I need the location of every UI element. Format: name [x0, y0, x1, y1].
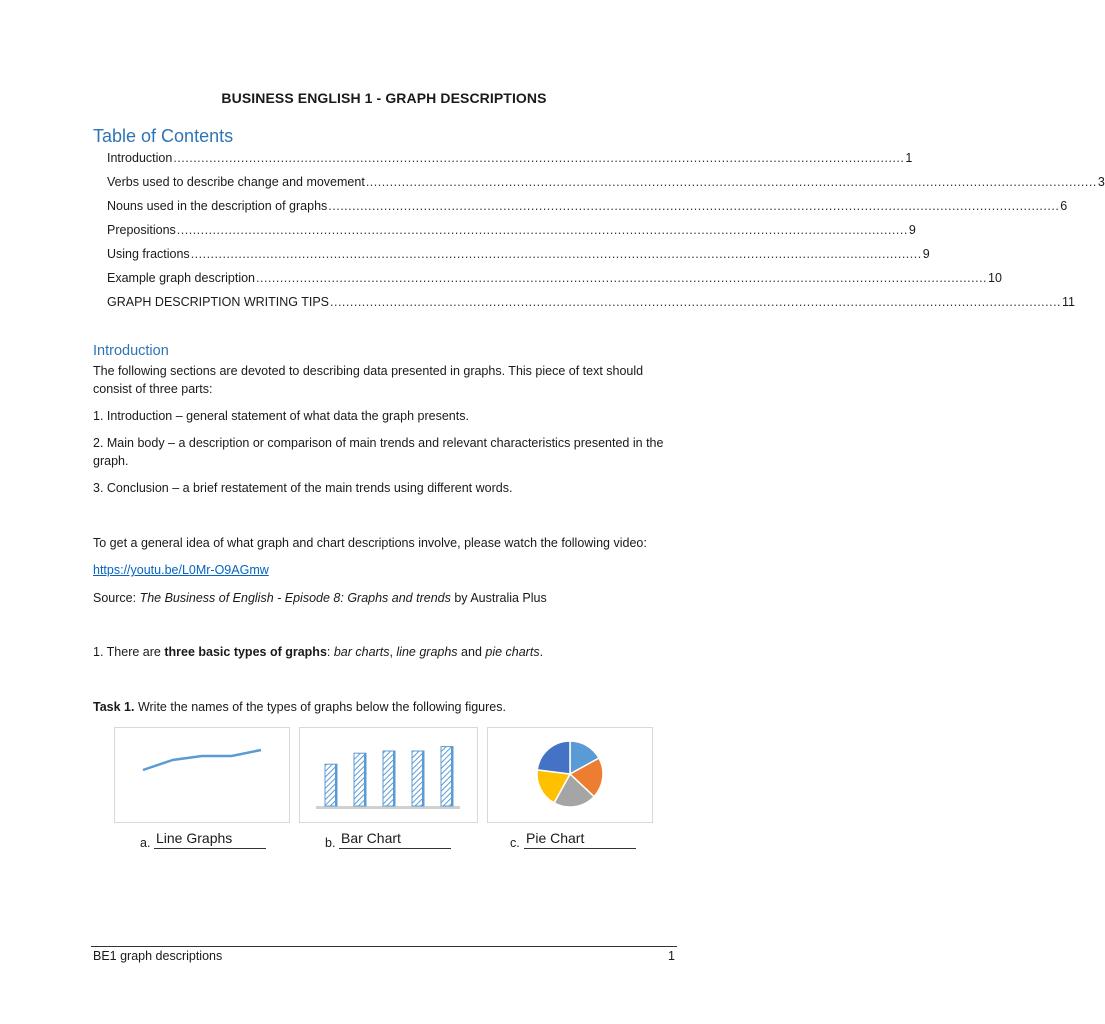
video-link[interactable]: https://youtu.be/L0Mr-O9AGmw — [93, 563, 269, 577]
toc-leader-dots: ........................................................................................................................................................................................ — [173, 151, 905, 165]
toc-entry-title: Verbs used to describe change and movement — [107, 175, 365, 189]
toc-entry-page: 9 — [922, 247, 930, 261]
toc-entry-title: Nouns used in the description of graphs — [107, 199, 328, 213]
intro-item-3: 3. Conclusion – a brief restatement of the main trends using different words. — [93, 481, 513, 495]
toc-leader-dots: ........................................................................................................................................................................................ — [256, 271, 988, 285]
graph-types-separator: and — [457, 645, 486, 659]
toc-entry[interactable] — [107, 222, 916, 246]
answer-b-field[interactable]: Bar Chart — [339, 830, 451, 849]
toc-entry-page: 9 — [908, 223, 916, 237]
type-line-graphs: line graphs — [396, 645, 458, 659]
bar-side — [335, 764, 337, 806]
pie-slice — [537, 741, 570, 774]
toc-entry-title: GRAPH DESCRIPTION WRITING TIPS — [107, 295, 330, 309]
intro-item-1: 1. Introduction – general statement of what data the graph presents. — [93, 409, 469, 423]
intro-item-2: 2. Main body – a description or comparison of main trends and relevant characteristics presented in the graph. — [93, 436, 664, 468]
graph-types-separator: , — [389, 645, 397, 659]
bar-side — [364, 753, 366, 806]
figure-bar-chart — [299, 727, 478, 823]
footer-title: BE1 graph descriptions — [93, 949, 223, 963]
introduction-heading: Introduction — [93, 343, 169, 359]
toc-leader-dots: ........................................................................................................................................................................................ — [328, 199, 1060, 213]
type-bar-charts: bar charts — [333, 645, 390, 659]
toc-entry-title: Introduction — [107, 151, 173, 165]
toc-entry-page: 1 — [905, 151, 913, 165]
toc-entry-title: Using fractions — [107, 247, 190, 261]
toc-heading: Table of Contents — [93, 126, 234, 146]
toc-entry[interactable] — [107, 246, 930, 270]
footer-page-number: 1 — [668, 949, 675, 963]
answer-a-letter: a. — [140, 836, 151, 850]
video-link-line — [93, 562, 683, 580]
graph-types-end: . — [539, 645, 544, 659]
answer-b-letter: b. — [325, 836, 336, 850]
toc-entry[interactable] — [107, 198, 1068, 222]
video-intro-text: To get a general idea of what graph and chart descriptions involve, please watch the following video: — [93, 536, 647, 550]
toc-leader-dots: ........................................................................................................................................................................................ — [190, 247, 922, 261]
toc-leader-dots: ........................................................................................................................................................................................ — [365, 175, 1097, 189]
toc-entry-title: Example graph description — [107, 271, 255, 285]
toc-entry-page: 3 — [1097, 175, 1105, 189]
toc-leader-dots: ........................................................................................................................................................................................ — [330, 295, 1062, 309]
answer-c-field[interactable]: Pie Chart — [524, 830, 636, 849]
answer-c-letter: c. — [510, 836, 520, 850]
intro-paragraph: The following sections are devoted to describing data presented in graphs. This piece of text should consist of three parts: — [93, 364, 644, 396]
task-label: Task 1. — [93, 700, 135, 714]
pie-chart — [488, 728, 652, 822]
answer-a-field[interactable]: Line Graphs — [154, 830, 266, 849]
graph-types-prefix: 1. There are — [93, 645, 165, 659]
figure-pie-chart — [487, 727, 653, 823]
toc-entry[interactable] — [107, 174, 1105, 198]
toc-entry[interactable] — [107, 294, 1076, 318]
type-pie-charts: pie charts — [485, 645, 540, 659]
task-text: Write the names of the types of graphs below the following figures. — [134, 700, 506, 714]
source-line — [93, 590, 683, 608]
footer-divider — [91, 946, 677, 947]
bar-side — [422, 751, 424, 806]
toc-entry-title: Prepositions — [107, 223, 176, 237]
toc-leader-dots: ........................................................................................................................................................................................ — [176, 223, 908, 237]
bar-side — [451, 747, 453, 806]
task-1-line — [93, 699, 683, 717]
line-chart — [115, 728, 289, 822]
source-label: Source: — [93, 591, 140, 605]
toc-entry-page: 11 — [1062, 295, 1076, 309]
toc-entry-page: 10 — [988, 271, 1002, 285]
toc-entry[interactable] — [107, 150, 913, 174]
figure-line-graph — [114, 727, 290, 823]
bar-side — [393, 751, 395, 806]
source-author: by Australia Plus — [450, 591, 547, 605]
bar-chart — [300, 728, 477, 822]
document-title: BUSINESS ENGLISH 1 - GRAPH DESCRIPTIONS — [221, 90, 547, 106]
graph-types-line — [93, 644, 683, 662]
source-title: The Business of English - Episode 8: Graphs and trends — [139, 591, 451, 605]
toc-entry[interactable] — [107, 270, 1002, 294]
graph-types-colon: : — [326, 645, 334, 659]
graph-types-bold: three basic types of graphs — [164, 645, 327, 659]
toc-entry-page: 6 — [1060, 199, 1068, 213]
line-series — [143, 750, 261, 770]
table-of-contents — [107, 150, 1105, 318]
